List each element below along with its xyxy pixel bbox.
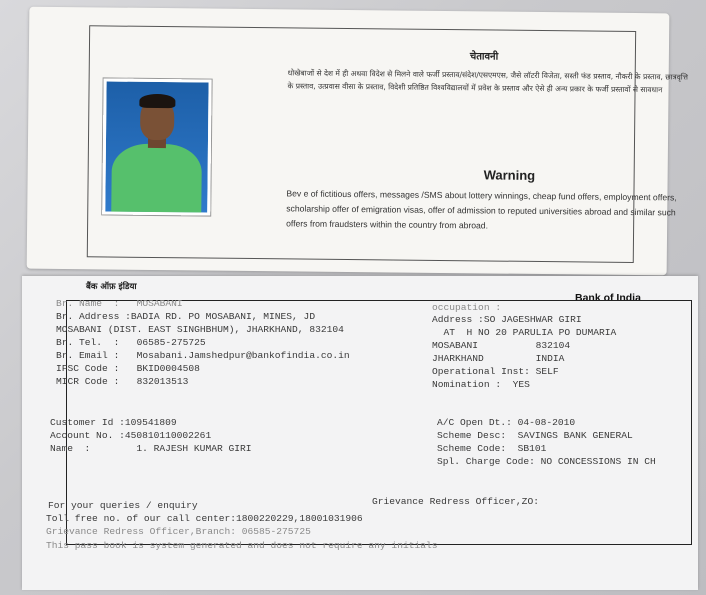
scheme-code: Scheme Code: SB101 (437, 443, 547, 454)
warning-title: Warning (483, 167, 536, 183)
bank-name-hindi: बैंक ऑफ़ इंडिया (86, 282, 137, 292)
operational-instruction: Operational Inst: SELF (432, 366, 559, 377)
customer-state: JHARKHAND INDIA (432, 353, 565, 364)
customer-address-1: Address :SO JAGESHWAR GIRI (432, 314, 582, 325)
system-generated-note: This pass book is system generated and does not require any initials (46, 540, 438, 551)
scheme-description: Scheme Desc: SAVINGS BANK GENERAL (437, 430, 633, 441)
photo-shirt (111, 144, 202, 215)
micr-code: MICR Code : 832013513 (56, 376, 189, 387)
account-holder-name: Name : 1. RAJESH KUMAR GIRI (50, 443, 252, 454)
grievance-officer-zo: Grievance Redress Officer,ZO: (372, 496, 539, 507)
hindi-warning-text: धोखेबाजों से देश में ही अथवा विदेश से मिलने वाले फर्जी प्रस्ताव/संदेश/एसएमएस, जैसे लॉटरी विजेता, सस्ती फंड प्रस्ताव, नौकरी के प्रस्ताव, छात्रवृत्ति के प्रस्ताव, उत्प्रवास वीसा के प्रस्ताव, विदेशी प्रतिष्ठित विश्वविद्यालयों में प्रवेश के प्रस्ताव और ऐसे ही अन्य प्रकार के फर्जी प्रस्तावों से सावधान (287, 68, 689, 95)
special-charge-code: Spl. Charge Code: NO CONCESSIONS IN CH (437, 456, 656, 467)
grievance-officer-branch: Grievance Redress Officer,Branch: 06585-275725 (46, 526, 311, 537)
customer-id: Customer Id :109541809 (50, 417, 177, 428)
account-number: Account No. :450810110002261 (50, 430, 212, 441)
toll-free-number: Toll free no. of our call center:1800220229,18001031906 (46, 513, 363, 524)
branch-tel: Br. Tel. : 06585-275725 (56, 337, 206, 348)
customer-address-2: AT H NO 20 PARULIA PO DUMARIA (432, 327, 617, 338)
account-open-date: A/C Open Dt.: 04-08-2010 (437, 417, 576, 428)
occupation: occupation : (432, 302, 502, 313)
branch-email: Br. Email : Mosabani.Jamshedpur@bankofindia.co.in (56, 350, 350, 361)
warning-frame (87, 25, 689, 263)
branch-address-1: Br. Address :BADIA RD. PO MOSABANI, MINES, JD (56, 311, 316, 322)
nomination: Nomination : YES (432, 379, 530, 390)
hindi-warning-title: चेतावनी (469, 51, 499, 63)
passbook-page (22, 276, 698, 590)
warning-card (27, 7, 689, 276)
bank-name: Bank of India (575, 292, 641, 304)
customer-city: MOSABANI 832104 (432, 340, 571, 351)
warning-text: Bev e of fictitious offers, messages /SMS about lottery winnings, cheap fund offers, employment offers, scholarship offer of emigration visas, offer of admission to reputed universities abroad and similar such offers from fraudsters within the country from abroad. (286, 188, 677, 231)
branch-address-2: MOSABANI (DIST. EAST SINGHBHUM), JHARKHAND, 832104 (56, 324, 344, 335)
ifsc-code: IFSC Code : BKID0004508 (56, 363, 200, 374)
branch-name: Br. Name : MOSABANI (56, 298, 183, 309)
customer-photo (102, 78, 211, 215)
queries-heading: For your queries / enquiry (48, 500, 198, 511)
photo-hair (139, 94, 175, 108)
